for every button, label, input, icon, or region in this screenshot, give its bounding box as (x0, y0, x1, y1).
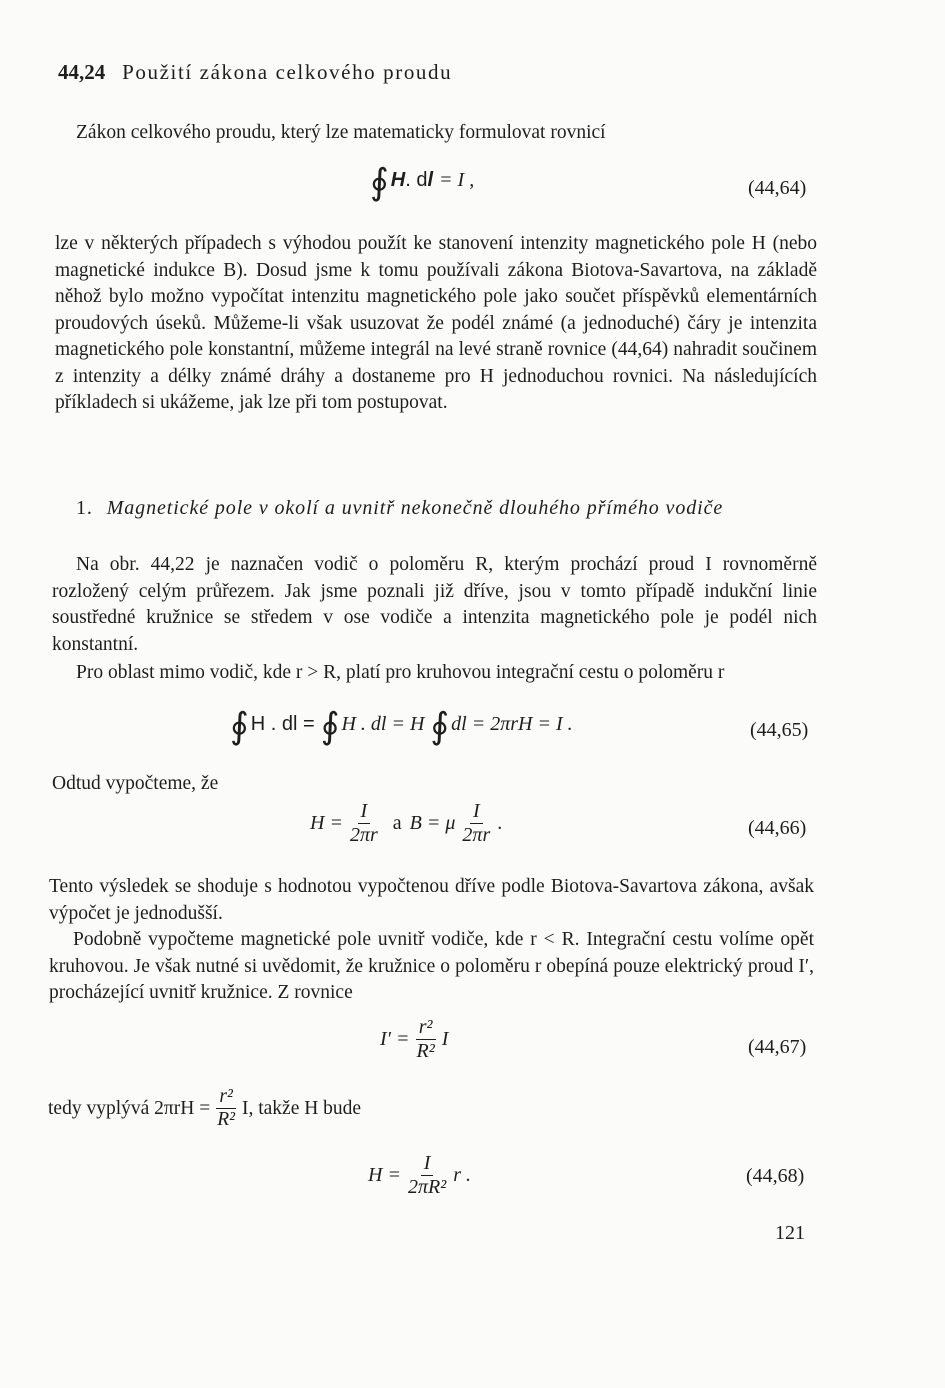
contour-integral-symbol: ∮ (370, 162, 389, 202)
equation-number-44-67: (44,67) (748, 1036, 807, 1058)
subsection-heading (76, 497, 723, 520)
paragraph-outside: Pro oblast mimo vodič, kde r > R, platí pro kruhovou integrační cestu o poloměru r (76, 662, 725, 683)
paragraph-inside: Podobně vypočteme magnetické pole uvnitř vodiče, kde r < R. Integrační cestu volíme opět kruhovou. Je však nutné si uvědomit, že kružnice o poloměru r obepíná pouze elektrický proud I′, procházející uvnitř kružnice. Z rovnice (49, 929, 814, 1003)
equation-number-44-64: (44,64) (748, 177, 807, 199)
equation-number-44-68: (44,68) (746, 1165, 805, 1187)
equation-44-66: H = $\frac{I}{2\pi r}$ a B = μ $\frac{I}{2\pi r}$ . (310, 800, 503, 846)
paragraph-result: Tento výsledek se shoduje s hodnotou vypočtenou dříve podle Biotova-Savartova zákona, avšak výpočet je jednodušší. (49, 876, 814, 924)
section-title: Použití zákona celkového proudu (122, 60, 453, 84)
equation-number-44-65: (44,65) (750, 719, 809, 741)
inline-equation-tedy: tedy vyplývá 2πrH = $\frac{\text{r²}}{\text{R²}}$ I, takže H bude (48, 1086, 362, 1131)
section-number: 44,24 (58, 60, 106, 84)
page-number: 121 (775, 1222, 805, 1244)
equation-44-64: ∮ H . d l = I , (370, 162, 475, 202)
paragraph-conductor: Na obr. 44,22 je naznačen vodič o poloměru R, kterým prochází proud I rovnoměrně rozložený celým průřezem. Jak jsme poznali již dříve, jsou v tomto případě indukční linie soustředné kružnice se středem v ose vodiče a intenzita magnetického pole je podél nich konstantní. (52, 554, 817, 655)
equation-44-68: H = $\frac{I}{\text{2πR²}}$ r . (368, 1152, 471, 1198)
section-header (58, 60, 452, 85)
subsection-number: 1. (76, 497, 93, 519)
equation-44-67: I′ = $\frac{\text{r²}}{\text{R²}}$ I (380, 1016, 449, 1062)
intro-text: Zákon celkového proudu, který lze matematicky formulovat rovnicí (76, 122, 606, 143)
equation-44-65: ∮ H . dl = ∮ H . dl = H ∮ dl = 2πrH = I . (230, 706, 573, 746)
equation-number-44-66: (44,66) (748, 817, 807, 839)
text-odtud: Odtud vypočteme, že (52, 773, 219, 794)
subsection-title: Magnetické pole v okolí a uvnitř nekonečně dlouhého přímého vodiče (106, 497, 724, 519)
paragraph-intensity: lze v některých případech s výhodou použít ke stanovení intenzity magnetického pole H (nebo magnetické indukce B). Dosud jsme k tomu používali zákona Biotova-Savartova, na základě něhož bylo možno vypočítat intenzitu magnetického pole jako součet příspěvků elementárních proudových úseků. Můžeme-li však usuzovat že podél známé (a jednoduché) čáry je intenzita magnetického pole konstantní, můžeme integrál na levé straně rovnice (44,64) nahradit součinem z intenzity a délky známé dráhy a dostaneme pro H jednoduchou rovnici. Na následujících příkladech si ukážeme, jak lze při tom postupovat. (55, 233, 817, 413)
